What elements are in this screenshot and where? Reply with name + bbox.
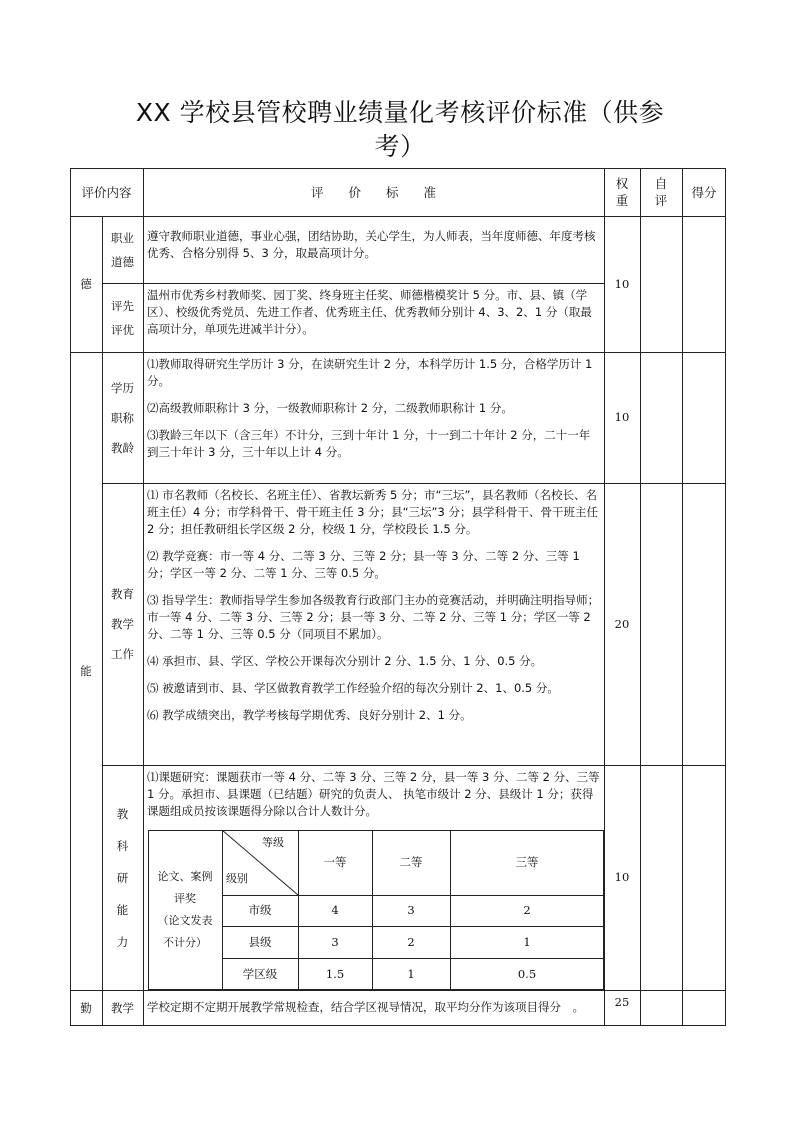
- neng-sub1-weight: 10: [614, 410, 630, 424]
- neng-sub2-label-1: 教育: [111, 587, 134, 601]
- table-cell: 4: [331, 903, 339, 917]
- neng-sub2-label: [102, 483, 143, 765]
- de-sub2-label-2: 评优: [111, 322, 134, 337]
- table-cell: 0.5: [517, 966, 537, 981]
- neng-sub3-label: [102, 765, 143, 990]
- neng-sub2-items: [147, 487, 601, 734]
- neng-sub2-label-2: 教学: [111, 617, 134, 631]
- neng-sub3-label-4: 能: [116, 902, 129, 917]
- row-head-district: 学区级: [242, 966, 278, 981]
- col-divider-sub: [143, 168, 144, 1026]
- neng-sub3-label-1: 教: [116, 806, 129, 821]
- title-line-2: 考）: [374, 132, 426, 161]
- neng-sub1-item: ⑵高级教师职称计 3 分，一级教师职称计 2 分，二级教师职称计 1 分。: [147, 401, 513, 415]
- neng-sub1-label-3: 教龄: [111, 440, 134, 455]
- neng-sub2-weight: 20: [614, 616, 630, 631]
- neng-sub2-label-3: 工作: [111, 647, 134, 661]
- neng-sub1-label-2: 职称: [111, 410, 134, 425]
- de-sub1-label: [102, 216, 143, 283]
- neng-sub3-label-5: 力: [116, 934, 129, 949]
- de-sub2-text: 温州市优秀乡村教师奖、园丁奖、终身班主任奖、师德楷模奖计 5 分。市、县、镇（学区）、校级优秀党员、先进工作者、优秀班主任、优秀教师分别计 4、3、2、1 分（取最高项计分，单项先进减半计分）。: [147, 288, 592, 336]
- qin-sub1-text: 学校定期不定期开展教学常规检查，结合学区视导情况，取平均分作为该项目得分 。: [147, 1000, 584, 1014]
- col-head-third: 三等: [515, 855, 539, 869]
- neng-sub1-item: ⑴教师取得研究生学历计 3 分，在读研究生计 2 分，本科学历计 1.5 分，合格学历计 1 分。: [147, 357, 593, 388]
- neng-sub3-text: ⑴课题研究：课题获市一等 4 分、二等 3 分、三等 2 分，县一等 3 分、二等 2 分、三等 1 分。承担市、县课题（已结题）研究的负责人、 执笔市级计 2 分、县级计 1 分；获得课题组成员按该课题得分除以合计人数计分。: [147, 770, 600, 818]
- header-score: 得分: [691, 184, 717, 200]
- qin-sub1-label: 教学: [111, 1000, 134, 1015]
- de-sub1-text: 遵守教师职业道德，事业心强，团结协助，关心学生，为人师表，当年度师德、年度考核优秀、合格分别得 5、3 分，取最高项计分。: [147, 229, 596, 260]
- header-self-eval: [640, 168, 682, 216]
- header-weight-2: 重: [615, 193, 629, 208]
- de-weight: 10: [614, 276, 630, 291]
- header-weight-1: 权: [615, 176, 629, 191]
- paper-label-2: 评奖: [174, 892, 196, 905]
- neng-sub2-item: ⑴ 市名教师（名校长、名班主任）、省教坛新秀 5 分；市“三坛”，县名教师（名校长、名班主任）4 分；市学科骨干、骨干班主任 3 分；县“三坛”3 分；县学科骨干、骨干班主任 2 分；担任教研组长学区级 2 分，校级 1 分，学校段长 1.5 分。: [147, 488, 598, 536]
- table-cell: 3: [331, 934, 339, 949]
- neng-sub2-item: ⑷ 承担市、县、学区、学校公开课每次分别计 2 分、1.5 分、1 分、0.5 分。: [147, 654, 543, 668]
- de-sub1-label-2: 道德: [111, 254, 134, 269]
- col-divider-self: [682, 168, 683, 1026]
- header-criteria: 评 价 标 准: [310, 184, 436, 200]
- table-cell: 1.5: [325, 966, 345, 981]
- table-cell: 1: [407, 966, 415, 981]
- table-cell: 2: [407, 934, 415, 949]
- row-head-county: 县级: [248, 934, 272, 949]
- col-head-second: 二等: [399, 855, 423, 869]
- diag-bottom-label: 级别: [226, 872, 248, 885]
- category-qin: 勤: [80, 1000, 92, 1015]
- table-cell: 2: [523, 903, 531, 917]
- table-cell: 3: [407, 903, 415, 917]
- diag-top-label: 等级: [262, 836, 284, 849]
- category-de: 德: [80, 276, 92, 291]
- neng-sub2-item: ⑹ 教学成绩突出，教学考核每学期优秀、良好分别计 2、1 分。: [147, 708, 472, 722]
- paper-label-4: 不计分）: [163, 936, 207, 949]
- neng-sub3-label-3: 研: [116, 870, 129, 885]
- neng-sub3-weight: 10: [614, 870, 630, 884]
- neng-sub1-label: [102, 352, 143, 483]
- category-neng: 能: [80, 663, 92, 678]
- neng-sub1-item: ⑶教龄三年以下（含三年）不计分，三到十年计 1 分，十一到二十年计 2 分，二十一年到三十年计 3 分，三十年以上计 4 分。: [147, 428, 591, 459]
- neng-sub3-label-2: 科: [116, 838, 129, 853]
- col-divider-weight: [640, 168, 641, 1026]
- neng-sub2-item: ⑵ 教学竞赛：市一等 4 分、二等 3 分、三等 2 分；县一等 3 分、二等 2 分、三等 1 分；学区一等 2 分、二等 1 分、三等 0.5 分。: [147, 549, 580, 580]
- de-sub2-label-1: 评先: [111, 298, 134, 313]
- qin-weight: 25: [614, 994, 630, 1009]
- col-head-first: 一等: [323, 855, 347, 869]
- table-cell: 1: [523, 934, 531, 949]
- neng-sub1-label-1: 学历: [111, 380, 134, 395]
- header-content: 评价内容: [81, 184, 132, 200]
- neng-sub1-items: [147, 356, 601, 471]
- paper-label: [148, 830, 222, 990]
- neng-sub2-item: ⑶ 指导学生：教师指导学生参加各级教育行政部门主办的竞赛活动，并明确注明指导师；市一等 4 分、二等 3 分、三等 2 分；县一等 3 分、二等 2 分、三等 1 分；学区一等 2 分、二等 1 分、三等 0.5 分（同项目不累加）。: [147, 593, 600, 641]
- de-sub2-label: [102, 283, 143, 352]
- row-head-city: 市级: [248, 903, 272, 917]
- row-divider-de-inner: [102, 283, 604, 284]
- neng-sub2-item: ⑸ 被邀请到市、县、学区做教育教学工作经验介绍的每次分别计 2、1、0.5 分。: [147, 681, 559, 695]
- title-line-1: XX 学校县管校聘业绩量化考核评价标准（供参: [135, 98, 665, 127]
- page-title: [120, 96, 680, 164]
- paper-label-3: （论文发表: [157, 914, 213, 927]
- header-self-1: 自: [654, 176, 668, 191]
- paper-label-1: 论文、案例: [157, 870, 213, 883]
- header-self-2: 评: [654, 193, 668, 208]
- de-sub1-label-1: 职业: [111, 230, 134, 245]
- header-weight: [604, 168, 640, 216]
